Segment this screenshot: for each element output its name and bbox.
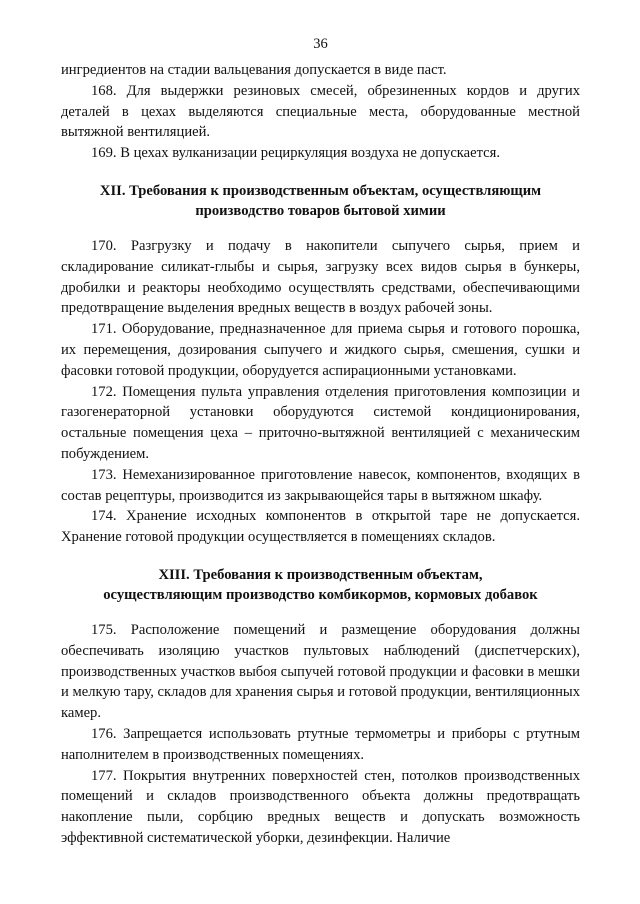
spacer bbox=[61, 221, 580, 236]
paragraph-169: 169. В цехах вулканизации рециркуляция воздуха не допускается. bbox=[91, 145, 501, 162]
paragraph-168: 168. Для выдержки резиновых смесей, обрезиненных кордов и других деталей в цехах выделяются специальные места, оборудованные местной вытяжной вентиляцией. bbox=[61, 82, 580, 141]
paragraph-174: 174. Хранение исходных компонентов в открытой таре не допускается. Хранение готовой продукции осуществляется в помещениях складов. bbox=[61, 508, 580, 546]
continuation-text: ингредиентов на стадии вальцевания допускается в виде паст. bbox=[61, 62, 447, 78]
page-number: 36 bbox=[313, 36, 328, 52]
paragraph-170: 170. Разгрузку и подачу в накопители сыпучего сырья, прием и складирование силикат-глыбы и сырья, загрузку всех видов сырья в бункеры, дробилки и реакторы необходимо осуществлять средствами, обеспечивающими предотвращение выделения вредных веществ в воздух рабочей зоны. bbox=[61, 237, 580, 317]
spacer bbox=[61, 548, 580, 565]
spacer bbox=[61, 164, 580, 181]
paragraph-175: 175. Расположение помещений и размещение оборудования должны обеспечивать изоляцию участков пультовых наблюдений (диспетчерских), производственных участков выбоя сыпучей готовой продукции и фасовки в мешки и мелкую тару, складов для хранения сырья и готовой продукции, вентиляционных камер. bbox=[61, 621, 580, 722]
spacer bbox=[61, 605, 580, 620]
section-heading-xii-line1: XII. Требования к производственным объектам, осуществляющим bbox=[99, 182, 542, 199]
section-heading-xiii bbox=[61, 565, 580, 605]
paragraph-176: 176. Запрещается использовать ртутные термометры и приборы с ртутным наполнителем в производственных помещениях. bbox=[61, 725, 580, 763]
paragraph-172: 172. Помещения пульта управления отделения приготовления композиции и газогенераторной установки оборудуются системой кондиционирования, остальные помещения цеха – приточно-вытяжной вентиляцией с механическим побуждением. bbox=[61, 383, 580, 462]
section-heading-xiii-line2: осуществляющим производство комбикормов, кормовых добавок bbox=[103, 586, 538, 603]
section-heading-xiii-line1: XIII. Требования к производственным объектам, bbox=[158, 566, 483, 583]
paragraph-173: 173. Немеханизированное приготовление навесок, компонентов, входящих в состав рецептуры, производится из закрывающейся тары в вытяжном шкафу. bbox=[61, 466, 580, 504]
section-heading-xii bbox=[61, 181, 580, 221]
section-heading-xii-line2: производство товаров бытовой химии bbox=[195, 202, 446, 219]
paragraph-177: 177. Покрытия внутренних поверхностей стен, потолков производственных помещений и складов производственного объекта должны предотвращать накопление пыли, сорбцию вредных веществ и допускать возможность эффективной систематической уборки, дезинфекции. Наличие bbox=[61, 767, 580, 846]
paragraph-171: 171. Оборудование, предназначенное для приема сырья и готового порошка, их перемещения, дозирования сыпучего и жидкого сырья, смешения, сушки и фасовки готовой продукции, оборудуется аспирационными установками. bbox=[61, 321, 580, 379]
